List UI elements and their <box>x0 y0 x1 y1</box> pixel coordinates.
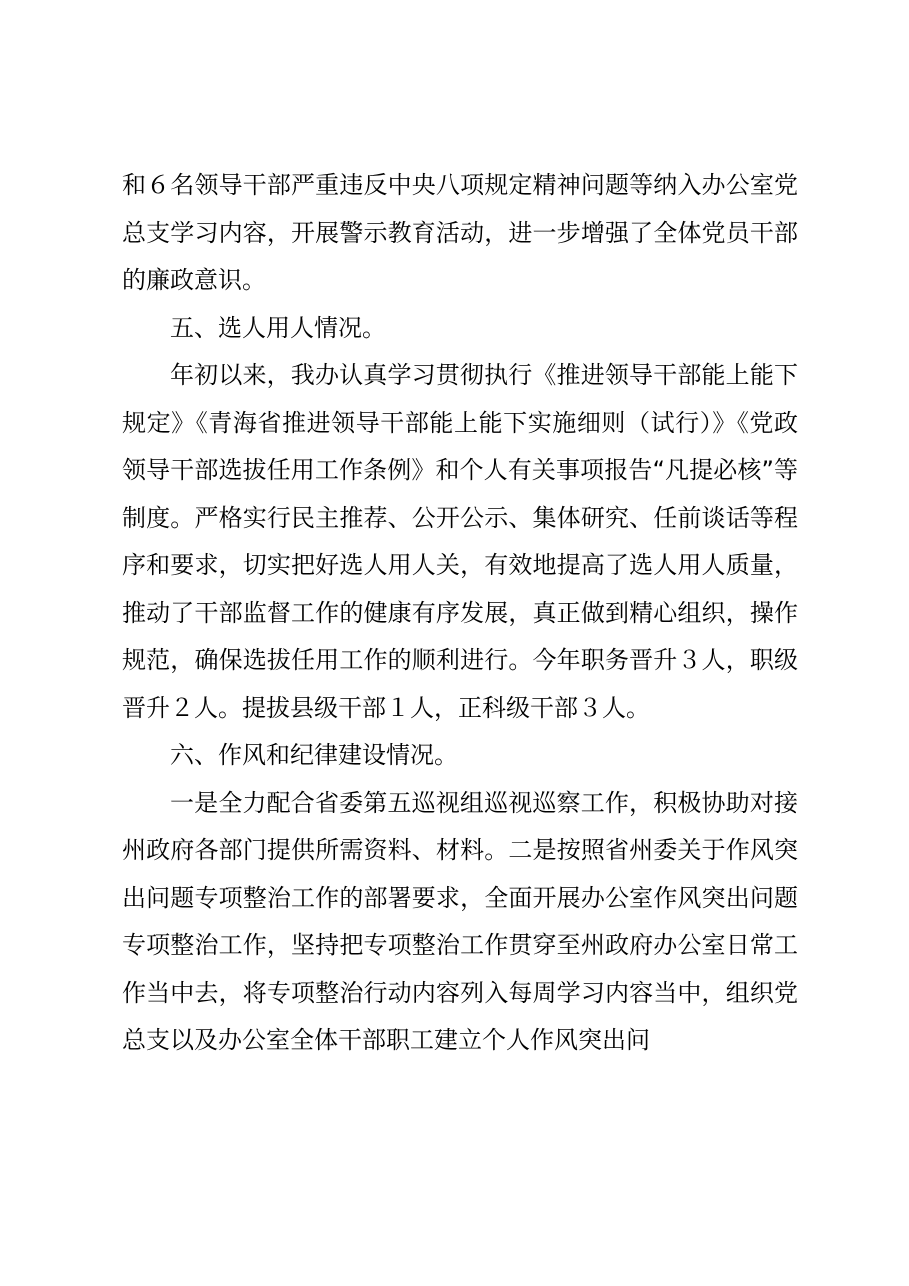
paragraph-work-style-discipline: 一是全力配合省委第五巡视组巡视巡察工作，积极协助对接州政府各部门提供所需资料、材料。二是按照省州委关于作风突出问题专项整治工作的部署要求，全面开展办公室作风突出问题专项整治工作，坚持把专项整治工作贯穿至州政府办公室日常工作当中去，将专项整治行动内容列入每周学习内容当中，组织党总支以及办公室全体干部职工建立个人作风突出问 <box>122 788 798 1054</box>
document-page <box>122 162 798 1065</box>
paragraph-continuation: 和６名领导干部严重违反中央八项规定精神问题等纳入办公室党总支学习内容，开展警示教育活动，进一步增强了全体党员干部的廉政意识。 <box>122 171 798 294</box>
paragraph-selection-appointment: 年初以来，我办认真学习贯彻执行《推进领导干部能上能下规定》《青海省推进领导干部能上能下实施细则（试行）》《党政领导干部选拔任用工作条例》和个人有关事项报告“凡提必核”等制度。严格实行民主推荐、公开公示、集体研究、任前谈话等程序和要求，切实把好选人用人关，有效地提高了选人用人质量，推动了干部监督工作的健康有序发展，真正做到精心组织，操作规范，确保选拔任用工作的顺利进行。今年职务晋升３人，职级晋升２人。提拔县级干部１人，正科级干部３人。 <box>122 361 798 722</box>
section-heading-six: 六、作风和纪律建设情况。 <box>170 741 458 769</box>
section-heading-five: 五、选人用人情况。 <box>170 313 386 342</box>
